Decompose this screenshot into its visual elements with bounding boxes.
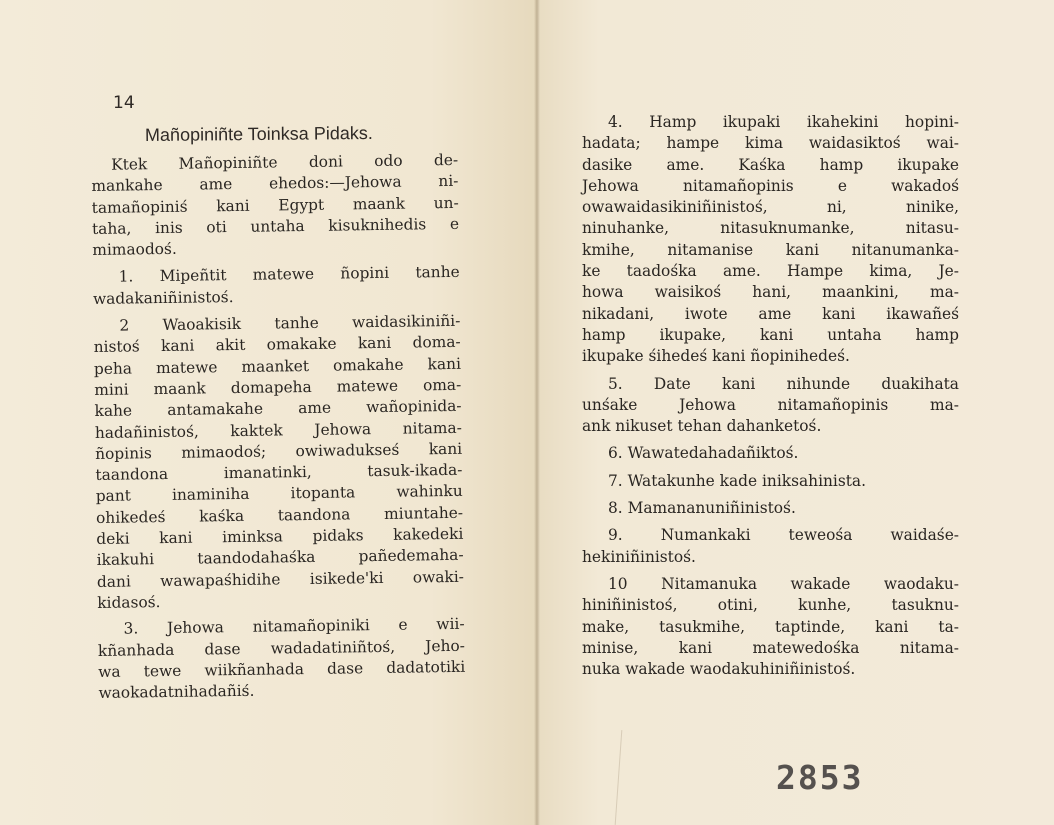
- text-line: owawaidasikiniñinistoś, ni, ninike,: [582, 198, 959, 217]
- item-2: [93, 311, 464, 614]
- text-line: Jehowa nitamañopinis e wakadoś: [582, 176, 959, 195]
- item-1: [93, 262, 461, 310]
- text-line: taha, inis oti untaha kisuknihedis e: [91, 214, 460, 238]
- item-7: 7. Watakunhe kade iniksahinista.: [608, 471, 866, 490]
- text-line: hadañinistoś, kaktek Jehowa nitama-: [94, 418, 462, 442]
- text-line: ohikedeś kaśka taandona miuntahe-: [95, 503, 464, 527]
- text-line: 1. Mipeñtit matewe ñopini tanhe: [118, 263, 460, 287]
- text-line: waokadatnihadañiś.: [98, 681, 255, 703]
- text-line: tamañopiniś kani Egypt maank un-: [91, 193, 459, 217]
- text-line: taandona imanatinki, tasuk-ikada-: [95, 461, 463, 485]
- text-line: hadata; hampe kima waidasiktoś wai-: [582, 134, 959, 153]
- item-4: [582, 112, 959, 368]
- text-line: dasike ame. Kaśka hamp ikupake: [582, 155, 959, 174]
- text-line: nistoś kani akit omakake kani doma-: [93, 333, 461, 357]
- page-heading: Mañopiniñte Toinksa Pidaks.: [144, 123, 373, 145]
- text-line: kidasoś.: [97, 593, 161, 612]
- text-line: ank nikuset tehan dahanketoś.: [582, 417, 822, 436]
- text-line: 10 Nitamanuka wakade waodaku-: [608, 574, 959, 593]
- text-line: mankahe ame ehedos:—Jehowa ni-: [91, 172, 459, 196]
- text-line: nuka wakade waodakuhiniñinistoś.: [582, 660, 856, 679]
- item-10: [582, 574, 959, 680]
- text-line: ikakuhi taandodahaśka pañedemaha-: [96, 546, 464, 570]
- text-line: ikupake śihedeś kani ñopinihedeś.: [582, 347, 850, 366]
- item-3: [97, 614, 465, 704]
- text-line: 9. Numankaki teweośa waidaśe-: [608, 526, 959, 545]
- text-line: mini maank domapeha matewe oma-: [94, 375, 462, 399]
- text-line: Ktek Mañopiniñte doni odo de-: [111, 150, 459, 174]
- item-6: 6. Wawatedahadañiktoś.: [608, 444, 799, 463]
- text-line: ninuhanke, nitasuknumanke, nitasu-: [582, 219, 959, 238]
- book-gutter: [534, 0, 540, 825]
- text-line: ke taadośka ame. Hampe kima, Je-: [582, 262, 959, 281]
- left-page-text: [91, 150, 466, 704]
- text-line: hekiniñinistoś.: [582, 547, 696, 566]
- text-line: unśake Jehowa nitamañopinis ma-: [582, 395, 959, 414]
- item-9: [582, 525, 959, 568]
- text-line: kñanhada dase wadadatiniñtoś, Jeho-: [97, 636, 466, 660]
- item-8: 8. Mamananuniñinistoś.: [608, 499, 796, 518]
- text-line: ñopinis mimaodoś; owiwadukseś kani: [95, 439, 463, 463]
- text-line: kmihe, nitamanise kani nitanumanka-: [582, 240, 959, 259]
- text-line: 5. Date kani nihunde duakihata: [608, 374, 959, 393]
- text-line: deki kani iminksa pidaks kakedeki: [96, 524, 464, 549]
- text-line: make, tasukmihe, taptinde, kani ta-: [582, 617, 959, 636]
- text-line: minise, kani matewedośka nitama-: [582, 638, 959, 657]
- text-line: kahe antamakahe ame wañopinida-: [94, 397, 462, 421]
- text-line: 2 Waoakisik tanhe waidasikiniñi-: [119, 311, 461, 335]
- text-line: nikadani, iwote ame kani ikawañeś: [582, 304, 959, 323]
- text-line: dani wawapaśhidihe isikede'ki owaki-: [96, 567, 465, 591]
- page-number: 14: [113, 93, 135, 113]
- text-line: 4. Hamp ikupaki ikahekini hopini-: [608, 113, 959, 131]
- item-5: [582, 374, 959, 438]
- text-line: hamp ikupake, kani untaha hamp: [582, 325, 959, 344]
- text-line: wadakaniñinistoś.: [92, 287, 234, 308]
- catalog-stamp-number: 2853: [776, 758, 864, 797]
- text-line: mimaodoś.: [92, 239, 177, 260]
- intro-paragraph: [91, 150, 459, 262]
- text-line: wa tewe wiikñanhada dase dadatotiki: [98, 657, 466, 681]
- text-line: pant inaminiha itopanta wahinku: [95, 482, 463, 506]
- text-line: hiniñinistoś, otini, kunhe, tasuknu-: [582, 596, 959, 615]
- text-line: howa waisikoś hani, maankini, ma-: [582, 283, 959, 302]
- text-line: 3. Jehowa nitamañopiniki e wii-: [123, 615, 465, 638]
- text-line: peha matewe maanket omakahe kani: [93, 354, 462, 378]
- right-page-text: [582, 112, 959, 680]
